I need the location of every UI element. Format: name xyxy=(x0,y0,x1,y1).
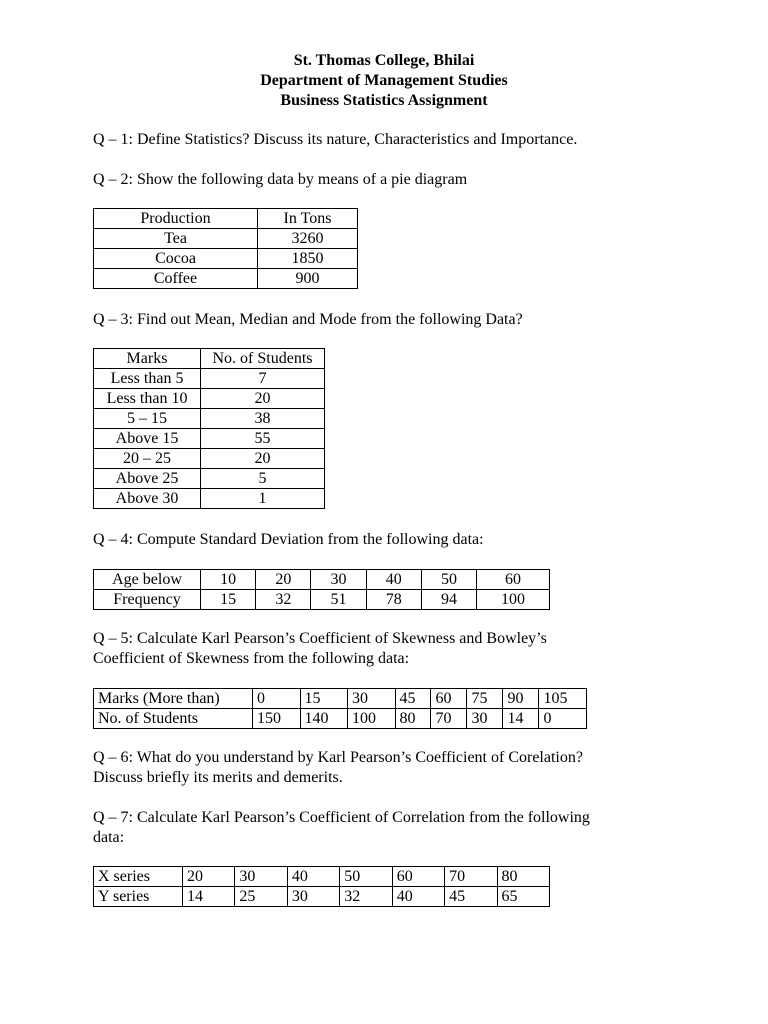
table-cell: 1 xyxy=(201,489,325,509)
table-cell: 30 xyxy=(467,709,503,729)
age-frequency-table xyxy=(93,569,550,610)
table-cell: Above 30 xyxy=(94,489,201,509)
department-name: Department of Management Studies xyxy=(260,72,508,89)
question-7-line-1: Q – 7: Calculate Karl Pearson’s Coefficient of Correlation from the following xyxy=(93,809,590,826)
table-cell: 40 xyxy=(287,867,339,887)
table-cell: 90 xyxy=(503,689,539,709)
table-cell: 50 xyxy=(421,570,476,590)
question-7-line-2: data: xyxy=(93,829,125,846)
table-row xyxy=(94,229,358,249)
question-2: Q – 2: Show the following data by means of a pie diagram xyxy=(93,171,468,188)
table-cell: 70 xyxy=(445,867,497,887)
table-row xyxy=(94,269,358,289)
table-cell: 20 xyxy=(183,867,235,887)
table-cell: 14 xyxy=(503,709,539,729)
table-cell: 20 – 25 xyxy=(94,449,201,469)
table-cell: 3260 xyxy=(258,229,358,249)
production-table xyxy=(93,208,358,289)
table-cell: Coffee xyxy=(94,269,258,289)
table-row xyxy=(94,709,587,729)
question-1: Q – 1: Define Statistics? Discuss its nature, Characteristics and Importance. xyxy=(93,131,578,148)
table-cell: Above 15 xyxy=(94,429,201,449)
table-cell: Y series xyxy=(94,887,183,907)
table-header: In Tons xyxy=(258,209,358,229)
table-header-row xyxy=(94,349,325,369)
table-cell: Frequency xyxy=(94,590,201,610)
table-cell: 20 xyxy=(201,389,325,409)
table-cell: 45 xyxy=(395,689,431,709)
table-cell: 5 – 15 xyxy=(94,409,201,429)
table-cell: 50 xyxy=(340,867,392,887)
table-cell: Less than 5 xyxy=(94,369,201,389)
table-cell: Cocoa xyxy=(94,249,258,269)
table-cell: 100 xyxy=(348,709,396,729)
table-cell: 78 xyxy=(366,590,421,610)
table-header: Marks xyxy=(94,349,201,369)
table-cell: 20 xyxy=(256,570,311,590)
table-row xyxy=(94,449,325,469)
table-cell: 900 xyxy=(258,269,358,289)
correlation-table xyxy=(93,866,550,907)
table-cell: X series xyxy=(94,867,183,887)
table-cell: 32 xyxy=(340,887,392,907)
table-cell: Tea xyxy=(94,229,258,249)
table-cell: 150 xyxy=(253,709,301,729)
table-row xyxy=(94,489,325,509)
table-header-row xyxy=(94,209,358,229)
table-cell: 55 xyxy=(201,429,325,449)
table-cell: 5 xyxy=(201,469,325,489)
table-cell: Marks (More than) xyxy=(94,689,253,709)
table-cell: 80 xyxy=(497,867,549,887)
table-row xyxy=(94,389,325,409)
table-row xyxy=(94,369,325,389)
table-cell: 0 xyxy=(539,709,587,729)
table-cell: 65 xyxy=(497,887,549,907)
table-cell: 1850 xyxy=(258,249,358,269)
table-cell: 25 xyxy=(235,887,287,907)
table-cell: 45 xyxy=(445,887,497,907)
table-row xyxy=(94,249,358,269)
college-name: St. Thomas College, Bhilai xyxy=(293,52,475,69)
table-cell: 60 xyxy=(431,689,467,709)
table-cell: Above 25 xyxy=(94,469,201,489)
document-header xyxy=(0,51,768,111)
table-cell: 15 xyxy=(201,590,256,610)
table-row xyxy=(94,469,325,489)
table-cell: 15 xyxy=(300,689,348,709)
table-cell: No. of Students xyxy=(94,709,253,729)
skewness-table xyxy=(93,688,587,729)
table-cell: Age below xyxy=(94,570,201,590)
question-6-line-2: Discuss briefly its merits and demerits. xyxy=(93,769,343,786)
table-cell: 94 xyxy=(421,590,476,610)
table-cell: 30 xyxy=(311,570,366,590)
table-cell: 40 xyxy=(392,887,444,907)
table-cell: 7 xyxy=(201,369,325,389)
table-cell: 14 xyxy=(183,887,235,907)
question-3: Q – 3: Find out Mean, Median and Mode from the following Data? xyxy=(93,311,523,328)
table-cell: 10 xyxy=(201,570,256,590)
table-cell: 140 xyxy=(300,709,348,729)
assignment-title: Business Statistics Assignment xyxy=(280,92,488,109)
table-row xyxy=(94,570,550,590)
table-row xyxy=(94,429,325,449)
marks-table xyxy=(93,348,325,509)
table-row xyxy=(94,409,325,429)
table-cell: 70 xyxy=(431,709,467,729)
table-cell: 75 xyxy=(467,689,503,709)
table-cell: 100 xyxy=(477,590,550,610)
table-cell: 20 xyxy=(201,449,325,469)
table-row xyxy=(94,590,550,610)
table-cell: 80 xyxy=(395,709,431,729)
table-row xyxy=(94,867,550,887)
table-cell: 60 xyxy=(392,867,444,887)
question-5-line-2: Coefficient of Skewness from the following data: xyxy=(93,650,410,667)
table-cell: 51 xyxy=(311,590,366,610)
table-cell: 38 xyxy=(201,409,325,429)
table-header: Production xyxy=(94,209,258,229)
table-row xyxy=(94,689,587,709)
question-4: Q – 4: Compute Standard Deviation from the following data: xyxy=(93,531,484,548)
question-5-line-1: Q – 5: Calculate Karl Pearson’s Coefficient of Skewness and Bowley’s xyxy=(93,630,547,647)
table-cell: 105 xyxy=(539,689,587,709)
question-6-line-1: Q – 6: What do you understand by Karl Pearson’s Coefficient of Corelation? xyxy=(93,749,583,766)
table-cell: 30 xyxy=(235,867,287,887)
table-row xyxy=(94,887,550,907)
table-cell: 30 xyxy=(348,689,396,709)
table-header: No. of Students xyxy=(201,349,325,369)
table-cell: 32 xyxy=(256,590,311,610)
table-cell: 60 xyxy=(477,570,550,590)
table-cell: Less than 10 xyxy=(94,389,201,409)
table-cell: 0 xyxy=(253,689,301,709)
table-cell: 30 xyxy=(287,887,339,907)
table-cell: 40 xyxy=(366,570,421,590)
